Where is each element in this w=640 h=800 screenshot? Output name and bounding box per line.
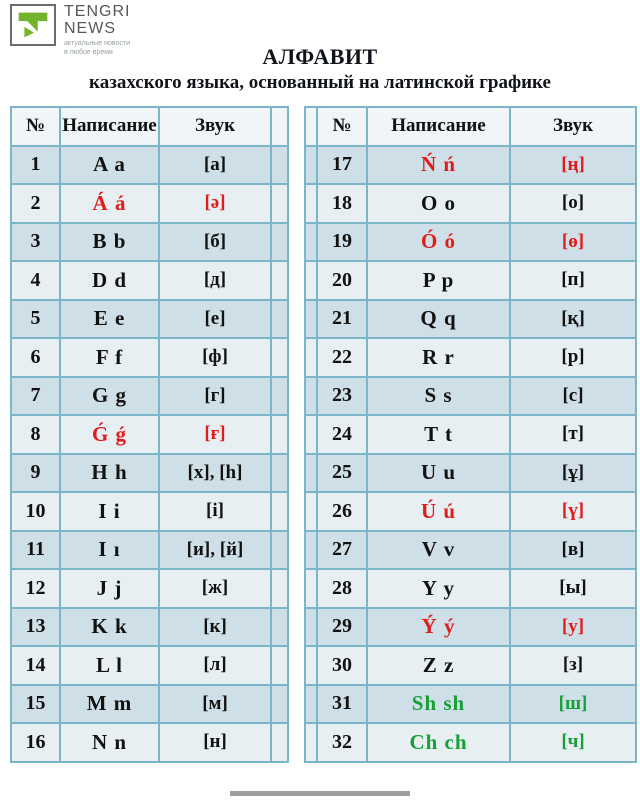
table-row xyxy=(305,569,636,608)
sound-cell: [р] xyxy=(510,338,636,377)
column-header-sound: Звук xyxy=(159,107,271,146)
sound-cell: [ə] xyxy=(159,184,271,223)
spacer-cell xyxy=(305,146,317,185)
table-row xyxy=(11,146,288,185)
table-row xyxy=(11,338,288,377)
table-row xyxy=(11,608,288,647)
column-header-writing: Написание xyxy=(60,107,159,146)
num-cell: 5 xyxy=(11,300,60,339)
column-header-num: № xyxy=(11,107,60,146)
table-row xyxy=(305,223,636,262)
num-cell: 25 xyxy=(317,454,367,493)
sound-cell: [қ] xyxy=(510,300,636,339)
table-header-row xyxy=(305,107,636,146)
writing-cell: Sh sh xyxy=(367,685,510,724)
sound-cell: [ы] xyxy=(510,569,636,608)
num-cell: 24 xyxy=(317,415,367,454)
table-row xyxy=(305,184,636,223)
spacer-cell xyxy=(305,608,317,647)
num-cell: 28 xyxy=(317,569,367,608)
spacer-cell xyxy=(271,107,288,146)
table-row xyxy=(11,415,288,454)
table-row xyxy=(305,646,636,685)
sound-cell: [т] xyxy=(510,415,636,454)
writing-cell: I i xyxy=(60,492,159,531)
page-subtitle: казахского языка, основанный на латинской графике xyxy=(89,72,551,93)
table-row xyxy=(11,184,288,223)
writing-cell: Á á xyxy=(60,184,159,223)
num-cell: 2 xyxy=(11,184,60,223)
brand-name-line1: TENGRI xyxy=(64,3,131,20)
table-row xyxy=(305,377,636,416)
spacer-cell xyxy=(271,531,288,570)
sound-cell: [и], [й] xyxy=(159,531,271,570)
sound-cell: [ғ] xyxy=(159,415,271,454)
sound-cell: [ф] xyxy=(159,338,271,377)
table-row xyxy=(11,492,288,531)
sound-cell: [і] xyxy=(159,492,271,531)
spacer-cell xyxy=(271,300,288,339)
spacer-cell xyxy=(305,646,317,685)
table-row xyxy=(11,569,288,608)
table-row xyxy=(305,338,636,377)
num-cell: 23 xyxy=(317,377,367,416)
sound-cell: [у] xyxy=(510,608,636,647)
table-row xyxy=(11,223,288,262)
num-cell: 18 xyxy=(317,184,367,223)
writing-cell: L l xyxy=(60,646,159,685)
table-row xyxy=(11,531,288,570)
alphabet-table-left xyxy=(10,106,289,763)
writing-cell: M m xyxy=(60,685,159,724)
spacer-cell xyxy=(305,723,317,762)
sound-cell: [ш] xyxy=(510,685,636,724)
sound-cell: [п] xyxy=(510,261,636,300)
writing-cell: Ó ó xyxy=(367,223,510,262)
num-cell: 16 xyxy=(11,723,60,762)
writing-cell: Ý ý xyxy=(367,608,510,647)
num-cell: 12 xyxy=(11,569,60,608)
spacer-cell xyxy=(305,492,317,531)
num-cell: 26 xyxy=(317,492,367,531)
num-cell: 29 xyxy=(317,608,367,647)
spacer-cell xyxy=(271,261,288,300)
num-cell: 3 xyxy=(11,223,60,262)
num-cell: 21 xyxy=(317,300,367,339)
sound-cell: [а] xyxy=(159,146,271,185)
sound-cell: [в] xyxy=(510,531,636,570)
writing-cell: E e xyxy=(60,300,159,339)
sound-cell: [ж] xyxy=(159,569,271,608)
brand-name-line2: NEWS xyxy=(64,20,116,37)
sound-cell: [н] xyxy=(159,723,271,762)
table-row xyxy=(11,377,288,416)
writing-cell: B b xyxy=(60,223,159,262)
writing-cell: P p xyxy=(367,261,510,300)
table-row xyxy=(11,300,288,339)
num-cell: 8 xyxy=(11,415,60,454)
spacer-cell xyxy=(271,223,288,262)
sound-cell: [з] xyxy=(510,646,636,685)
num-cell: 32 xyxy=(317,723,367,762)
table-row xyxy=(305,454,636,493)
writing-cell: J j xyxy=(60,569,159,608)
sound-cell: [ө] xyxy=(510,223,636,262)
writing-cell: T t xyxy=(367,415,510,454)
spacer-cell xyxy=(305,415,317,454)
spacer-cell xyxy=(271,608,288,647)
sound-cell: [г] xyxy=(159,377,271,416)
spacer-cell xyxy=(271,646,288,685)
table-row xyxy=(305,723,636,762)
writing-cell: N n xyxy=(60,723,159,762)
column-header-sound: Звук xyxy=(510,107,636,146)
num-cell: 9 xyxy=(11,454,60,493)
writing-cell: R r xyxy=(367,338,510,377)
table-row xyxy=(11,454,288,493)
spacer-cell xyxy=(271,338,288,377)
writing-cell: Z z xyxy=(367,646,510,685)
spacer-cell xyxy=(305,569,317,608)
column-header-writing: Написание xyxy=(367,107,510,146)
spacer-cell xyxy=(271,146,288,185)
table-row xyxy=(11,685,288,724)
brand-tagline-line1: актуальные новости xyxy=(64,40,131,47)
table-row xyxy=(11,646,288,685)
num-cell: 15 xyxy=(11,685,60,724)
writing-cell: Q q xyxy=(367,300,510,339)
sound-cell: [к] xyxy=(159,608,271,647)
spacer-cell xyxy=(305,261,317,300)
num-cell: 20 xyxy=(317,261,367,300)
writing-cell: K k xyxy=(60,608,159,647)
table-row xyxy=(305,415,636,454)
tengri-logo-icon xyxy=(10,4,56,46)
spacer-cell xyxy=(305,184,317,223)
writing-cell: Ú ú xyxy=(367,492,510,531)
num-cell: 6 xyxy=(11,338,60,377)
spacer-cell xyxy=(305,338,317,377)
spacer-cell xyxy=(271,569,288,608)
table-row xyxy=(305,300,636,339)
writing-cell: A a xyxy=(60,146,159,185)
table-row xyxy=(11,723,288,762)
sound-cell: [л] xyxy=(159,646,271,685)
table-row xyxy=(305,608,636,647)
spacer-cell xyxy=(305,377,317,416)
spacer-cell xyxy=(305,300,317,339)
sound-cell: [ч] xyxy=(510,723,636,762)
spacer-cell xyxy=(271,454,288,493)
writing-cell: Y y xyxy=(367,569,510,608)
spacer-cell xyxy=(305,685,317,724)
num-cell: 17 xyxy=(317,146,367,185)
writing-cell: H h xyxy=(60,454,159,493)
table-row xyxy=(305,685,636,724)
spacer-cell xyxy=(305,454,317,493)
writing-cell: U u xyxy=(367,454,510,493)
num-cell: 7 xyxy=(11,377,60,416)
spacer-cell xyxy=(271,723,288,762)
column-header-num: № xyxy=(317,107,367,146)
sound-cell: [о] xyxy=(510,184,636,223)
spacer-cell xyxy=(271,492,288,531)
num-cell: 31 xyxy=(317,685,367,724)
brand-name xyxy=(64,4,130,37)
table-row xyxy=(305,492,636,531)
table-row xyxy=(305,531,636,570)
sound-cell: [м] xyxy=(159,685,271,724)
writing-cell: Ch ch xyxy=(367,723,510,762)
num-cell: 10 xyxy=(11,492,60,531)
spacer-cell xyxy=(271,685,288,724)
sound-cell: [е] xyxy=(159,300,271,339)
num-cell: 11 xyxy=(11,531,60,570)
alphabet-table-right xyxy=(304,106,637,763)
writing-cell: V v xyxy=(367,531,510,570)
sound-cell: [ү] xyxy=(510,492,636,531)
table-row xyxy=(305,146,636,185)
brand-tagline-line2: в любое время xyxy=(64,48,113,56)
writing-cell: O o xyxy=(367,184,510,223)
bottom-bar xyxy=(230,791,410,796)
sound-cell: [ұ] xyxy=(510,454,636,493)
alphabet-tables xyxy=(10,106,637,763)
spacer-cell xyxy=(305,107,317,146)
num-cell: 22 xyxy=(317,338,367,377)
num-cell: 13 xyxy=(11,608,60,647)
table-row xyxy=(305,261,636,300)
sound-cell: [ң] xyxy=(510,146,636,185)
spacer-cell xyxy=(305,531,317,570)
spacer-cell xyxy=(271,377,288,416)
num-cell: 30 xyxy=(317,646,367,685)
num-cell: 1 xyxy=(11,146,60,185)
sound-cell: [х], [h] xyxy=(159,454,271,493)
writing-cell: F f xyxy=(60,338,159,377)
num-cell: 14 xyxy=(11,646,60,685)
page-title: АЛФАВИТ xyxy=(262,44,378,69)
writing-cell: Ń ń xyxy=(367,146,510,185)
table-row xyxy=(11,261,288,300)
spacer-cell xyxy=(271,184,288,223)
writing-cell: I ı xyxy=(60,531,159,570)
num-cell: 4 xyxy=(11,261,60,300)
writing-cell: S s xyxy=(367,377,510,416)
spacer-cell xyxy=(271,415,288,454)
writing-cell: G g xyxy=(60,377,159,416)
sound-cell: [с] xyxy=(510,377,636,416)
num-cell: 27 xyxy=(317,531,367,570)
sound-cell: [б] xyxy=(159,223,271,262)
title-block xyxy=(0,44,640,94)
writing-cell: D d xyxy=(60,261,159,300)
num-cell: 19 xyxy=(317,223,367,262)
writing-cell: Ǵ ǵ xyxy=(60,415,159,454)
sound-cell: [д] xyxy=(159,261,271,300)
table-header-row xyxy=(11,107,288,146)
spacer-cell xyxy=(305,223,317,262)
